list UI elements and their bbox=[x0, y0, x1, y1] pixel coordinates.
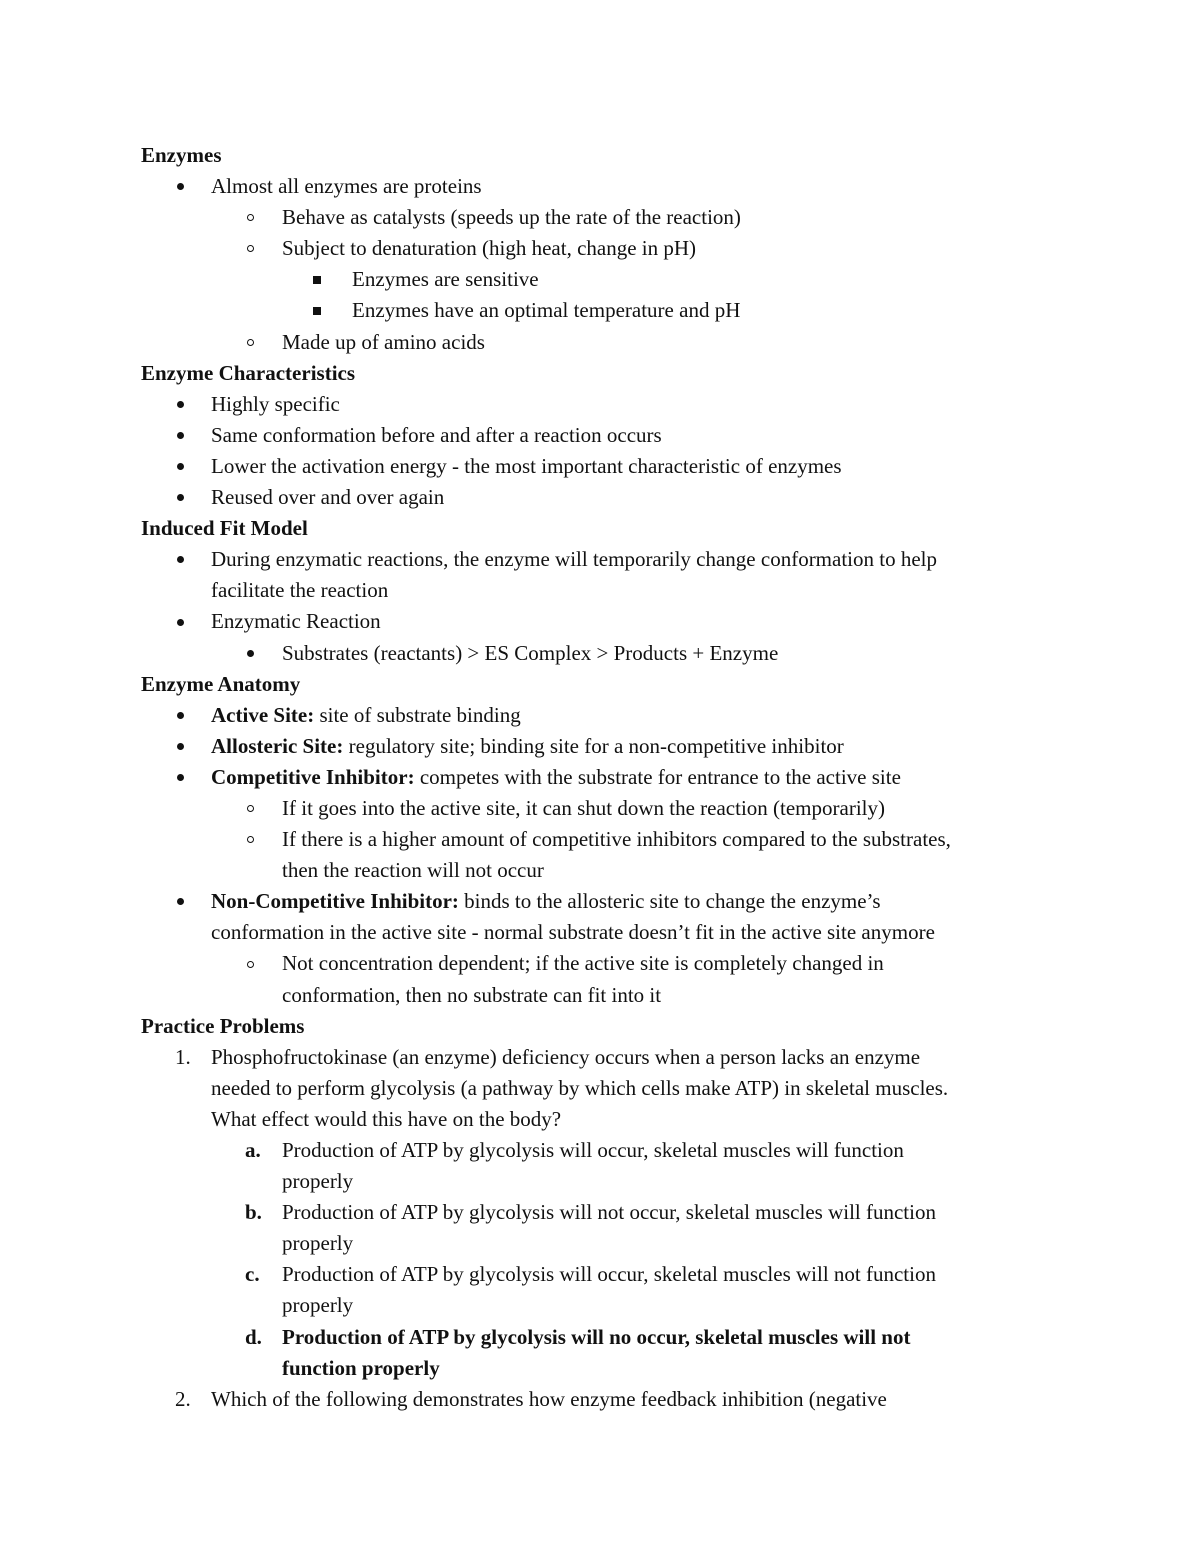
list-item-text: During enzymatic reactions, the enzyme will temporarily change conformation to help bbox=[211, 547, 937, 572]
list-item bbox=[0, 824, 1200, 855]
list-item bbox=[0, 948, 1200, 979]
list-item bbox=[0, 606, 1200, 637]
term-definition: binds to the allosteric site to change the enzyme’s bbox=[458, 889, 881, 914]
list-item bbox=[0, 327, 1200, 358]
list-item-text: conformation, then no substrate can fit into it bbox=[282, 982, 662, 1007]
answer-option-c bbox=[0, 1259, 1200, 1290]
bullet-dot-icon bbox=[177, 762, 184, 793]
list-item bbox=[0, 202, 1200, 233]
list-item-text: Substrates (reactants) > ES Complex > Products + Enzyme bbox=[282, 640, 779, 665]
list-item-text: then the reaction will not occur bbox=[282, 858, 544, 883]
option-text: Production of ATP by glycolysis will not occur, skeletal muscles will function bbox=[282, 1200, 936, 1225]
list-item-continuation bbox=[0, 855, 1200, 886]
term-label: Allosteric Site: bbox=[211, 733, 344, 758]
bullet-dot-icon bbox=[177, 171, 184, 202]
bullet-ring-icon bbox=[247, 327, 254, 358]
list-item-text: Behave as catalysts (speeds up the rate of the reaction) bbox=[282, 205, 741, 230]
bullet-ring-icon bbox=[247, 948, 254, 979]
option-text: Production of ATP by glycolysis will occur, skeletal muscles will not function bbox=[282, 1262, 936, 1287]
term-label: Active Site: bbox=[211, 702, 315, 727]
bullet-square-icon bbox=[313, 264, 321, 295]
list-item bbox=[0, 638, 1200, 669]
bullet-dot-icon bbox=[177, 451, 184, 482]
question-text: What effect would this have on the body? bbox=[211, 1106, 562, 1131]
bullet-square-icon bbox=[313, 295, 321, 326]
bullet-ring-icon bbox=[247, 793, 254, 824]
bullet-dot-icon bbox=[177, 731, 184, 762]
term-label: Competitive Inhibitor: bbox=[211, 764, 415, 789]
list-item-text: Subject to denaturation (high heat, change in pH) bbox=[282, 236, 697, 261]
bullet-ring-icon bbox=[247, 824, 254, 855]
list-item-text: Enzymatic Reaction bbox=[211, 609, 381, 634]
option-label: d. bbox=[245, 1324, 262, 1349]
heading-enzyme-anatomy: Enzyme Anatomy bbox=[141, 671, 301, 696]
option-text: properly bbox=[282, 1293, 354, 1318]
list-item bbox=[0, 233, 1200, 264]
answer-option-b bbox=[0, 1197, 1200, 1228]
answer-continuation bbox=[0, 1228, 1200, 1259]
bullet-dot-icon bbox=[177, 700, 184, 731]
question-number: 1. bbox=[175, 1044, 191, 1069]
question-number: 2. bbox=[175, 1386, 191, 1411]
list-item-continuation bbox=[0, 575, 1200, 606]
question-text: needed to perform glycolysis (a pathway by which cells make ATP) in skeletal muscles. bbox=[211, 1075, 949, 1100]
list-item-text: Not concentration dependent; if the active site is completely changed in bbox=[282, 951, 884, 976]
answer-option-d-correct bbox=[0, 1322, 1200, 1353]
question-2 bbox=[0, 1384, 1200, 1415]
option-label: b. bbox=[245, 1200, 262, 1225]
question-text: Which of the following demonstrates how enzyme feedback inhibition (negative bbox=[211, 1386, 887, 1411]
bullet-dot-icon bbox=[247, 638, 254, 669]
list-item bbox=[0, 700, 1200, 731]
question-continuation bbox=[0, 1104, 1200, 1135]
list-item-text: Same conformation before and after a reaction occurs bbox=[211, 422, 662, 447]
document bbox=[0, 140, 1200, 1415]
option-text: properly bbox=[282, 1231, 354, 1256]
option-text: Production of ATP by glycolysis will no occur, skeletal muscles will not bbox=[282, 1324, 911, 1349]
list-item-text: Enzymes are sensitive bbox=[352, 267, 539, 292]
list-item-text: If it goes into the active site, it can shut down the reaction (temporarily) bbox=[282, 795, 885, 820]
bullet-dot-icon bbox=[177, 544, 184, 575]
list-item-text: Highly specific bbox=[211, 391, 340, 416]
bullet-dot-icon bbox=[177, 389, 184, 420]
option-text: Production of ATP by glycolysis will occur, skeletal muscles will function bbox=[282, 1138, 904, 1162]
term-label: Non-Competitive Inhibitor: bbox=[211, 889, 459, 914]
list-item bbox=[0, 544, 1200, 575]
list-item-text: facilitate the reaction bbox=[211, 578, 389, 603]
bullet-dot-icon bbox=[177, 482, 184, 513]
answer-option-a bbox=[0, 1135, 1200, 1166]
term-definition: competes with the substrate for entrance to the active site bbox=[414, 764, 901, 789]
list-item bbox=[0, 295, 1200, 326]
list-item-text: Reused over and over again bbox=[211, 485, 445, 510]
question-continuation bbox=[0, 1073, 1200, 1104]
answer-continuation bbox=[0, 1290, 1200, 1321]
list-item-text: Almost all enzymes are proteins bbox=[211, 174, 482, 199]
option-text: properly bbox=[282, 1169, 354, 1194]
question-text: Phosphofructokinase (an enzyme) deficiency occurs when a person lacks an enzyme bbox=[211, 1044, 921, 1069]
list-item bbox=[0, 420, 1200, 451]
list-item-text: conformation in the active site - normal substrate doesn’t fit in the active site anymore bbox=[211, 920, 935, 945]
bullet-dot-icon bbox=[177, 886, 184, 917]
bullet-ring-icon bbox=[247, 202, 254, 233]
term-definition: regulatory site; binding site for a non-competitive inhibitor bbox=[343, 733, 844, 758]
list-item-text: If there is a higher amount of competitive inhibitors compared to the substrates, bbox=[282, 827, 951, 852]
list-item bbox=[0, 762, 1200, 793]
heading-practice-problems: Practice Problems bbox=[141, 1013, 305, 1038]
heading-enzymes: Enzymes bbox=[141, 143, 222, 167]
list-item bbox=[0, 886, 1200, 917]
answer-continuation bbox=[0, 1166, 1200, 1197]
list-item-text: Lower the activation energy - the most important characteristic of enzymes bbox=[211, 453, 842, 478]
bullet-dot-icon bbox=[177, 606, 184, 637]
option-label: c. bbox=[245, 1262, 260, 1287]
answer-continuation bbox=[0, 1353, 1200, 1384]
list-item bbox=[0, 482, 1200, 513]
list-item-text: Made up of amino acids bbox=[282, 329, 485, 354]
option-text: function properly bbox=[282, 1355, 440, 1380]
term-definition: site of substrate binding bbox=[314, 702, 521, 727]
heading-enzyme-characteristics: Enzyme Characteristics bbox=[141, 360, 356, 385]
list-item bbox=[0, 793, 1200, 824]
heading-induced-fit-model: Induced Fit Model bbox=[141, 516, 308, 541]
question-1 bbox=[0, 1042, 1200, 1073]
bullet-dot-icon bbox=[177, 420, 184, 451]
list-item bbox=[0, 731, 1200, 762]
option-label: a. bbox=[245, 1138, 261, 1162]
list-item-continuation bbox=[0, 917, 1200, 948]
list-item bbox=[0, 264, 1200, 295]
list-item-continuation bbox=[0, 980, 1200, 1011]
list-item bbox=[0, 451, 1200, 482]
list-item bbox=[0, 389, 1200, 420]
list-item-text: Enzymes have an optimal temperature and pH bbox=[352, 298, 741, 323]
list-item bbox=[0, 171, 1200, 202]
bullet-ring-icon bbox=[247, 233, 254, 264]
